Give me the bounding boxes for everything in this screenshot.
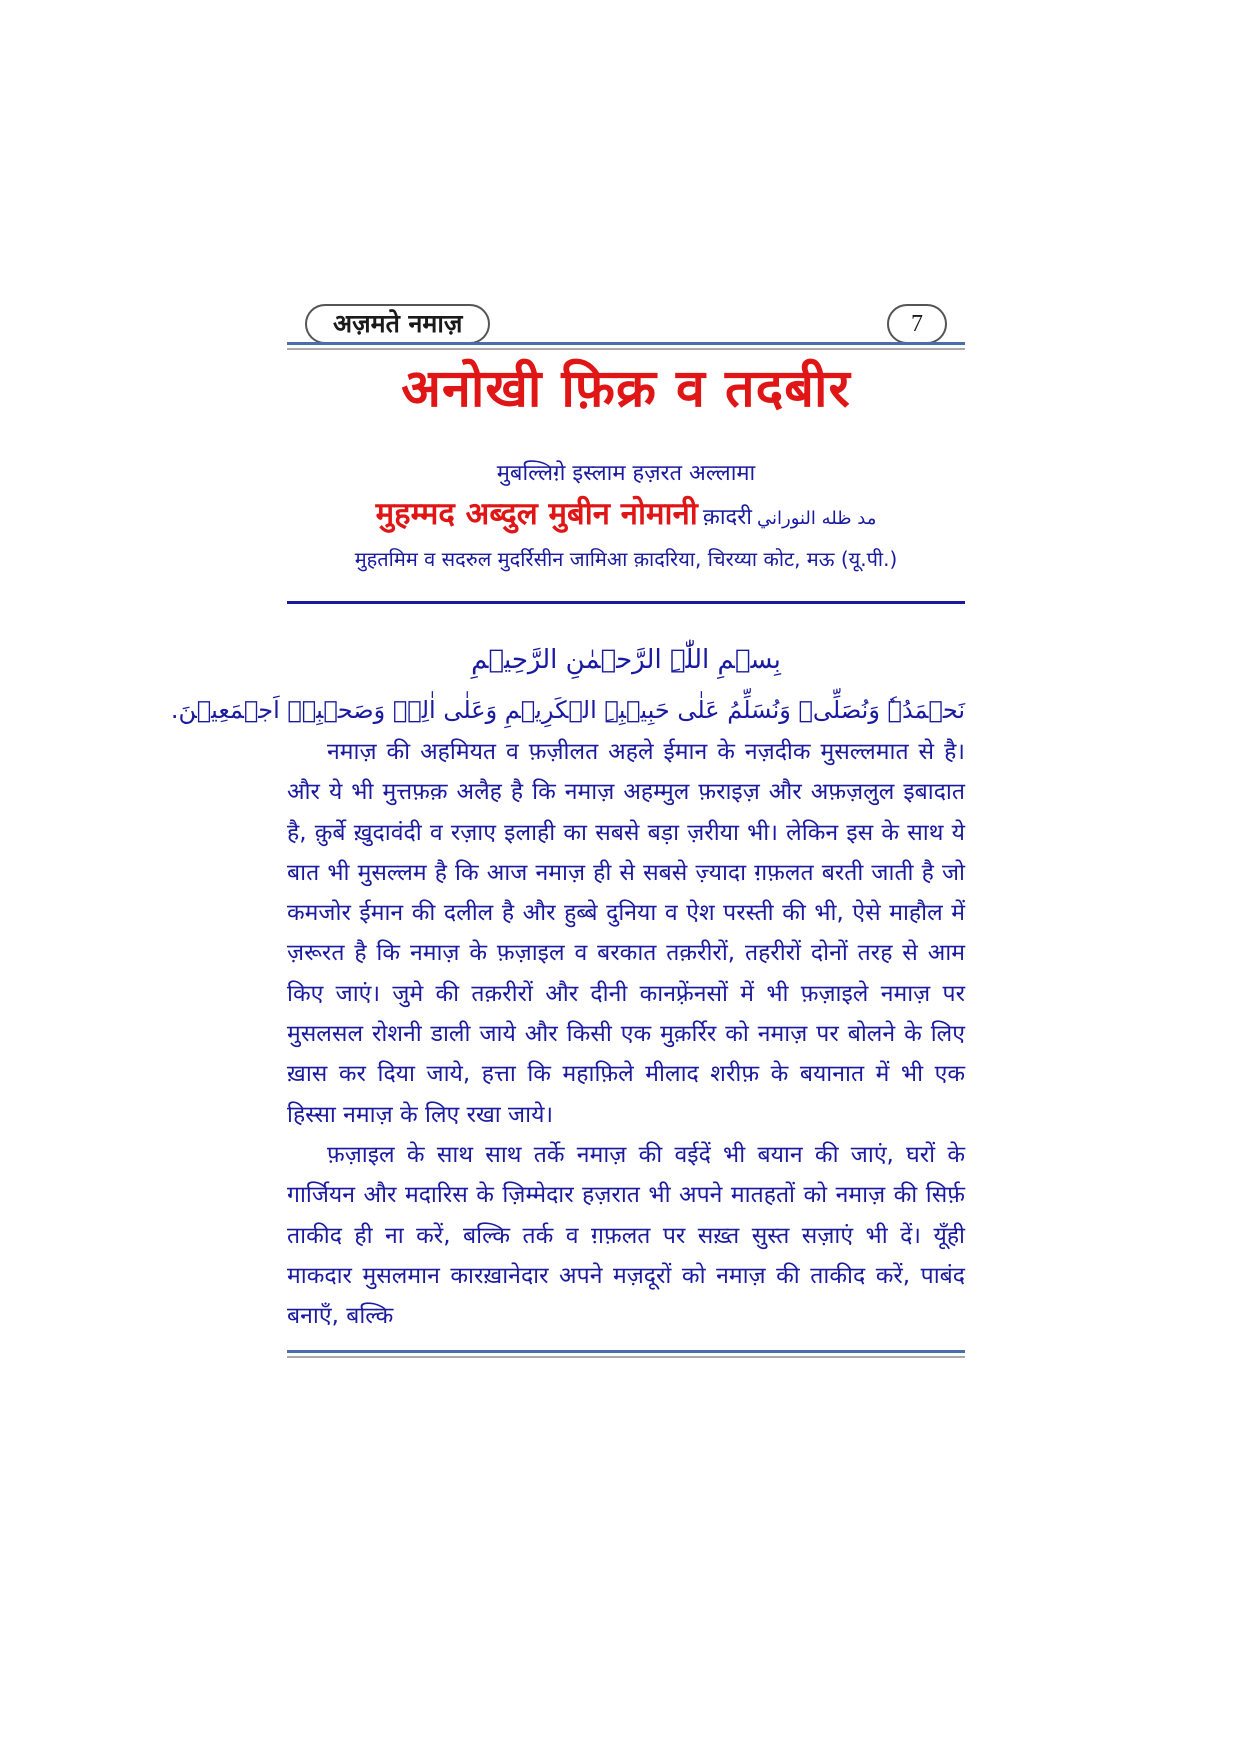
page-header — [287, 300, 965, 348]
book-title: अज़मते नमाज़ — [305, 304, 490, 344]
author-name-line — [287, 494, 965, 539]
author-suffix: क़ादरी — [702, 505, 752, 530]
body-text — [287, 732, 965, 1336]
footer-rule-line — [287, 1350, 965, 1353]
section-divider — [287, 601, 965, 604]
chapter-title: अनोखी फ़िक्र व तदबीर — [401, 359, 851, 419]
durood: نَحۡمَدُہٗ وَنُصَلِّیۡ وَنُسَلِّمُ عَلٰی حَبِیۡبِہِ الۡکَرِیۡمِ وَعَلٰی اٰلِہٖ وَصَحۡبِہٖ اَجۡمَعِیۡنَ. — [170, 696, 965, 724]
header-rule — [287, 342, 965, 345]
paragraph: नमाज़ की अहमियत व फ़ज़ीलत अहले ईमान के नज़दीक मुसल्लमात से है। और ये भी मुत्तफ़क़ अलैह है कि नमाज़ अहम्मुल फ़राइज़ और अफ़ज़लुल इबादात है, क़ुर्बे ख़ुदावंदी व रज़ाए इलाही का सबसे बड़ा ज़रीया भी। लेकिन इस के साथ ये बात भी मुसल्लम है कि आज नमाज़ ही से सबसे ज़्यादा ग़फ़लत बरती जाती है जो कमजोर ईमान की दलील है और हुब्बे दुनिया व ऐश परस्ती की भी, ऐसे माहौल में ज़रूरत है कि नमाज़ के फ़ज़ाइल व बरकात तक़रीरों, तहरीरों दोनों तरह से आम किए जाएं। जुमे की तक़रीरों और दीनी कानफ़्रेंनसों में भी फ़ज़ाइले नमाज़ पर मुसलसल रोशनी डाली जाये और किसी एक मुक़र्रिर को नमाज़ पर बोलने के लिए ख़ास कर दिया जाये, हत्ता कि महाफ़िले मीलाद शरीफ़ के बयानात में भी एक हिस्सा नमाज़ के लिए रखा जाये। — [287, 739, 965, 1128]
book-page — [170, 300, 965, 1356]
paragraph: फ़ज़ाइल के साथ साथ तर्के नमाज़ की वईदें भी बयान की जाएं, घरों के गार्जियन और मदारिस के ज़िम्मेदार हज़रात भी अपने मातहतों को नमाज़ की सिर्फ़ ताकीद ही ना करें, बल्कि तर्क व ग़फ़लत पर सख़्त सुस्त सज़ाएं भी दें। यूँही माकदार मुसलमान कारख़ानेदार अपने मज़दूरों को नमाज़ की ताकीद करें, पाबंद बनाएँ, बल्कि — [287, 1141, 965, 1330]
author-honorific: مد ظله النوراني — [757, 508, 877, 529]
author-designation: मुहतमिम व सदरुल मुदर्रिसीन जामिआ क़ादरिया, चिरय्या कोट, मऊ (यू.पी.) — [354, 547, 898, 571]
author-name: मुहम्मद अब्दुल मुबीन नोमानी — [375, 496, 698, 532]
footer-rule — [287, 1350, 965, 1356]
bismillah: بِسۡمِ اللّٰہِ الرَّحۡمٰنِ الرَّحِیۡمِ — [471, 645, 781, 675]
page-number: 7 — [887, 304, 947, 344]
author-block — [287, 458, 965, 575]
author-title: मुबल्लिग़े इस्लाम हज़रत अल्लामा — [496, 461, 756, 486]
